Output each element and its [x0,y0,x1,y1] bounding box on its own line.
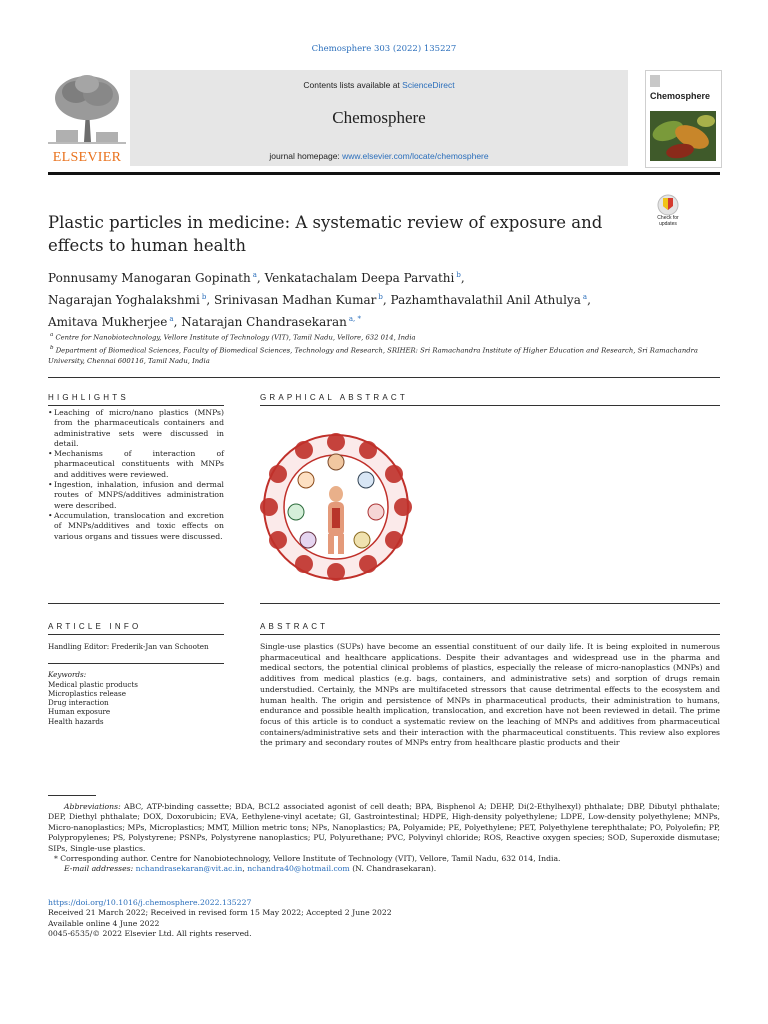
author-item: Natarajan Chandrasekaran $^{a, *}$ [181,315,361,329]
cover-title: Chemosphere [650,91,711,101]
sciencedirect-link[interactable]: ScienceDirect [402,80,455,90]
journal-info-band [130,70,628,166]
journal-reference-link[interactable]: Chemosphere 303 (2022) 135227 [311,44,457,54]
doi-link[interactable]: https://doi.org/10.1016/j.chemosphere.2022.135227 [48,898,252,907]
cover-logo-icon [650,75,660,87]
keyword-item: Microplastics release [48,688,126,698]
journal-header [48,70,628,166]
section-divider [260,634,720,635]
cover-leaf-image [650,111,716,161]
abbreviations-footnote: Abbreviations: ABC, ATP-binding cassette; BDA, BCL2 associated agonist of cell death; BPA, Bisphenol A; DEHP, Di(2-Ethylhexyl) phthalate; DBP, Dibutyl phthalate; DEP, Diethyl phthalate; DOX, Doxorubicin; EVA, Eethylene-vinyl acetate; GI, Gastrointestinal; HDPE, High-density polyethylene; LDPE, Low-density polyethylene; MNPs, Micro-nanoplastics; MPs, Microplastics; MMT, Million metric tons; NPs, Nanoplastics; PA, Polyamide; PE, Polyethylene; PET, Polyethylene terephthalate; PO, Polyolefin; PP, Polypropylenes; PS, Polystyrene; PSNPs, Polystyrene nanoplastics; PU, Polyurethane; PVC, Polyvinyl chloride; ROS, Reactive oxygen species; SOD, Superoxide dismutase; SIPs, Single-use plastics. [48,802,720,853]
affiliations [48,330,718,366]
keyword-item: Human exposure [48,707,111,717]
email-link[interactable]: nchandra40@hotmail.com [247,864,350,874]
affiliation-marker[interactable]: a [252,271,257,279]
author-item: Pazhamthavalathil Anil Athulya $^a$, [390,293,591,307]
section-divider [260,603,720,604]
author-item: Nagarajan Yoghalakshmi $^b$, [48,293,211,307]
affiliation-marker[interactable]: a [582,293,588,301]
publication-info [48,898,720,940]
footnotes [48,802,720,875]
copyright: 0045-6535/© 2022 Elsevier Ltd. All rights reserved. [48,929,252,939]
author-item: Srinivasan Madhan Kumar $^b$, [213,293,387,307]
received-dates: Received 21 March 2022; Received in revised form 15 May 2022; Accepted 2 June 2022 [48,908,392,918]
highlights-list [48,408,224,542]
journal-homepage-link[interactable]: www.elsevier.com/locate/chemosphere [342,151,489,161]
contents-line: Contents lists available at ScienceDirect [303,80,455,90]
graphical-abstract-heading: GRAPHICAL ABSTRACT [260,393,408,402]
highlight-item: • Ingestion, inhalation, infusion and dermal routes of MNPS/additives administration were described. [48,480,224,511]
highlight-item: • Leaching of micro/nano plastics (MNPs) from the pharmaceuticals containers and administrative sets were discussed in detail. [48,408,224,449]
section-divider [260,405,720,406]
keyword-item: Medical plastic products [48,679,138,689]
abstract-text: Single-use plastics (SUPs) have become an essential constituent of our daily life. It is being exploited in numerous pharmaceutical and healthcare applications. Despite their advantages and widespread use in the pharma and medical sectors, the potential clinical problems of plastics, especially the release of micro-nanoplastics (MNPs) and additives from medical plastics (e.g. bags, containers, and administrative sets) and sorption of drugs remain understudied. Certainly, the MNPs are multifaceted stressors that cause detrimental effects to the ecosystem and human health. The origin and persistence of MNPs in pharmaceutical products, their administration to humans, endurance and possible health implication, translocation, and excretion have not been reviewed in detail. The prime focus of this article is to conduct a systematic review on the leaching of MNPs and additives from pharmaceutical containers/administrative sets and their interaction with the pharmaceutical constituents. This review also explores the primary and secondary routes of MNPs entry from healthcare plastic products and their [260,642,720,748]
author-list [48,266,718,332]
section-divider [48,377,720,378]
journal-cover-thumbnail[interactable] [645,70,722,168]
affiliation-item: $^b$ Department of Biomedical Sciences, Faculty of Biomedical Sciences, Technology and Research, SRIHER: Sri Ramachandra Institute of Higher Education and Research, Sri Ramachandra University, Chennai 600116, Tamil Nadu, India [48,344,698,365]
affiliation-marker[interactable]: a, * [348,315,361,323]
section-divider [48,405,224,406]
available-online: Available online 4 June 2022 [48,918,160,928]
author-item: Ponnusamy Manogaran Gopinath $^a$, [48,271,261,285]
elsevier-tree-icon [48,70,126,146]
footnote-rule [48,795,96,796]
section-divider [48,663,224,664]
header-rule [48,172,720,175]
homepage-line: journal homepage: www.elsevier.com/locate/chemosphere [269,151,489,161]
graphical-abstract-image[interactable] [258,432,414,582]
crossmark-icon [650,194,686,216]
affiliation-marker[interactable]: b [456,271,461,279]
check-for-updates-badge[interactable]: Check for updates [650,194,686,230]
keywords-label: Keywords: [48,670,87,680]
abstract-heading: ABSTRACT [260,622,329,631]
section-divider [48,603,224,604]
affiliation-item: $^a$ Centre for Nanobiotechnology, Vellore Institute of Technology (VIT), Tamil Nadu, Vellore, 632 014, India [50,332,416,342]
article-info-heading: ARTICLE INFO [48,622,142,631]
author-item: Venkatachalam Deepa Parvathi $^b$, [264,271,465,285]
affiliation-marker[interactable]: b [378,293,383,301]
section-divider [48,634,224,635]
affiliation-marker[interactable]: b [201,293,207,301]
keyword-item: Drug interaction [48,698,109,708]
highlight-item: • Mechanisms of interaction of pharmaceutical constituents with MNPs and additives were reviewed. [48,449,224,480]
email-footnote: E-mail addresses: nchandrasekaran@vit.ac.in, nchandra40@hotmail.com (N. Chandrasekaran). [64,864,437,874]
highlight-item: • Accumulation, translocation and excretion of MNPs/additives and toxic effects on various organs and tissues were discussed. [48,511,224,542]
elsevier-logo [48,70,126,166]
elsevier-wordmark: ELSEVIER [52,150,122,165]
author-item: Amitava Mukherjee $^a$, [48,315,178,329]
highlights-heading: HIGHLIGHTS [48,393,129,402]
keyword-item: Health hazards [48,716,104,726]
email-link[interactable]: nchandrasekaran@vit.ac.in [135,864,243,874]
article-title: Plastic particles in medicine: A systematic review of exposure and effects to human health [48,213,603,255]
handling-editor: Handling Editor: Frederik-Jan van Schooten [48,642,209,651]
affiliation-marker[interactable]: a [169,315,174,323]
article-info [48,642,224,726]
journal-name: Chemosphere [332,108,426,127]
corresponding-author-footnote: * Corresponding author. Centre for Nanobiotechnology, Vellore Institute of Technology (VIT), Vellore, Tamil Nadu, 632 014, India. [54,854,561,864]
